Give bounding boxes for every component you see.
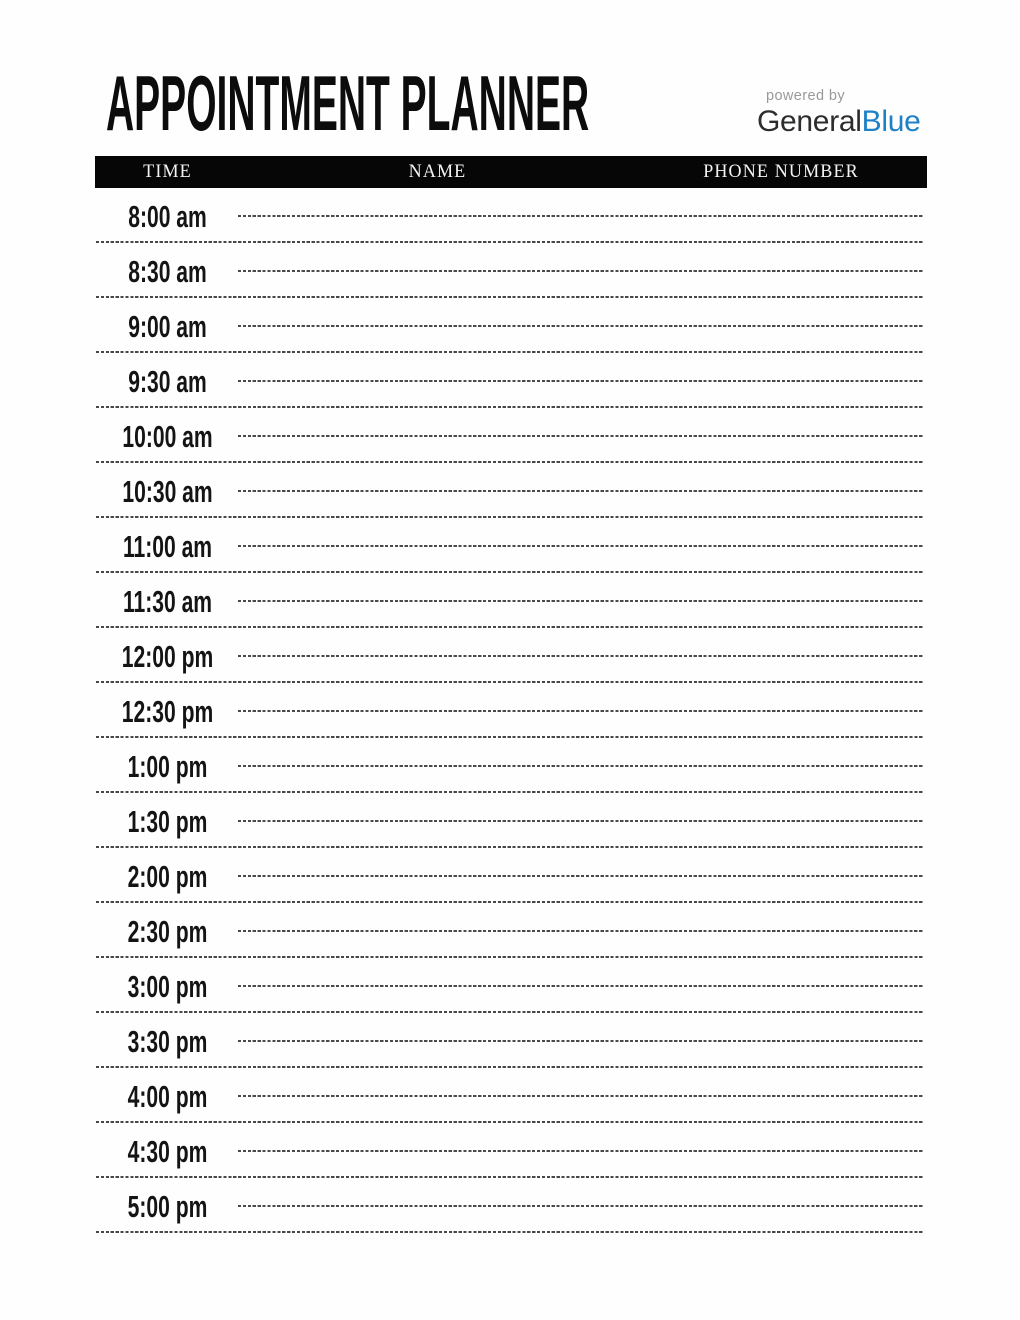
time-label: 8:30 am bbox=[128, 253, 207, 289]
brand-name-general: General bbox=[757, 105, 862, 138]
table-row bbox=[95, 573, 927, 628]
time-label: 12:30 pm bbox=[121, 693, 214, 729]
time-label: 10:00 am bbox=[122, 418, 213, 454]
time-label: 11:00 am bbox=[122, 528, 213, 564]
powered-by-text: powered by bbox=[766, 88, 845, 104]
table-row bbox=[95, 463, 927, 518]
name-phone-entry-line[interactable] bbox=[238, 600, 924, 602]
time-label: 2:30 pm bbox=[127, 913, 208, 949]
name-phone-entry-line[interactable] bbox=[238, 545, 924, 547]
table-row bbox=[95, 298, 927, 353]
time-label: 4:00 pm bbox=[127, 1078, 208, 1114]
page-title: APPOINTMENT PLANNER bbox=[106, 59, 590, 147]
name-phone-entry-line[interactable] bbox=[238, 270, 924, 272]
time-label: 8:00 am bbox=[128, 198, 207, 234]
name-phone-entry-line[interactable] bbox=[238, 930, 924, 932]
table-row bbox=[95, 1068, 927, 1123]
name-phone-entry-line[interactable] bbox=[238, 380, 924, 382]
name-phone-entry-line[interactable] bbox=[238, 215, 924, 217]
name-phone-entry-line[interactable] bbox=[238, 1095, 924, 1097]
table-row bbox=[95, 1123, 927, 1178]
time-label: 4:30 pm bbox=[127, 1133, 208, 1169]
time-label: 3:30 pm bbox=[127, 1023, 208, 1059]
row-separator bbox=[96, 1231, 924, 1233]
column-header-name: NAME bbox=[408, 161, 467, 182]
name-phone-entry-line[interactable] bbox=[238, 325, 924, 327]
brand-logo bbox=[757, 88, 927, 139]
table-row bbox=[95, 628, 927, 683]
table-row bbox=[95, 903, 927, 958]
table-row bbox=[95, 243, 927, 298]
time-label: 1:30 pm bbox=[127, 803, 208, 839]
column-header-time: TIME bbox=[143, 161, 192, 182]
table-row bbox=[95, 518, 927, 573]
planner-rows bbox=[95, 188, 927, 1233]
time-label: 9:00 am bbox=[128, 308, 207, 344]
time-label: 1:00 pm bbox=[127, 748, 208, 784]
name-phone-entry-line[interactable] bbox=[238, 985, 924, 987]
name-phone-entry-line[interactable] bbox=[238, 1040, 924, 1042]
time-label: 11:30 am bbox=[122, 583, 213, 619]
table-row bbox=[95, 958, 927, 1013]
brand-name bbox=[757, 105, 927, 139]
name-phone-entry-line[interactable] bbox=[238, 1150, 924, 1152]
table-row bbox=[95, 738, 927, 793]
name-phone-entry-line[interactable] bbox=[238, 820, 924, 822]
column-header-phone: PHONE NUMBER bbox=[703, 161, 859, 182]
time-label: 3:00 pm bbox=[127, 968, 208, 1004]
name-phone-entry-line[interactable] bbox=[238, 655, 924, 657]
table-row bbox=[95, 848, 927, 903]
time-label: 10:30 am bbox=[122, 473, 213, 509]
table-row bbox=[95, 1013, 927, 1068]
time-label: 12:00 pm bbox=[121, 638, 214, 674]
table-row bbox=[95, 353, 927, 408]
name-phone-entry-line[interactable] bbox=[238, 875, 924, 877]
table-row bbox=[95, 188, 927, 243]
table-row bbox=[95, 793, 927, 848]
time-label: 2:00 pm bbox=[127, 858, 208, 894]
time-label: 9:30 am bbox=[128, 363, 207, 399]
brand-name-blue: Blue bbox=[861, 105, 921, 138]
name-phone-entry-line[interactable] bbox=[238, 1205, 924, 1207]
table-row bbox=[95, 408, 927, 463]
table-header-bar bbox=[95, 156, 927, 188]
time-label: 5:00 pm bbox=[127, 1188, 208, 1224]
table-row bbox=[95, 1178, 927, 1233]
name-phone-entry-line[interactable] bbox=[238, 710, 924, 712]
name-phone-entry-line[interactable] bbox=[238, 490, 924, 492]
name-phone-entry-line[interactable] bbox=[238, 435, 924, 437]
name-phone-entry-line[interactable] bbox=[238, 765, 924, 767]
table-row bbox=[95, 683, 927, 738]
